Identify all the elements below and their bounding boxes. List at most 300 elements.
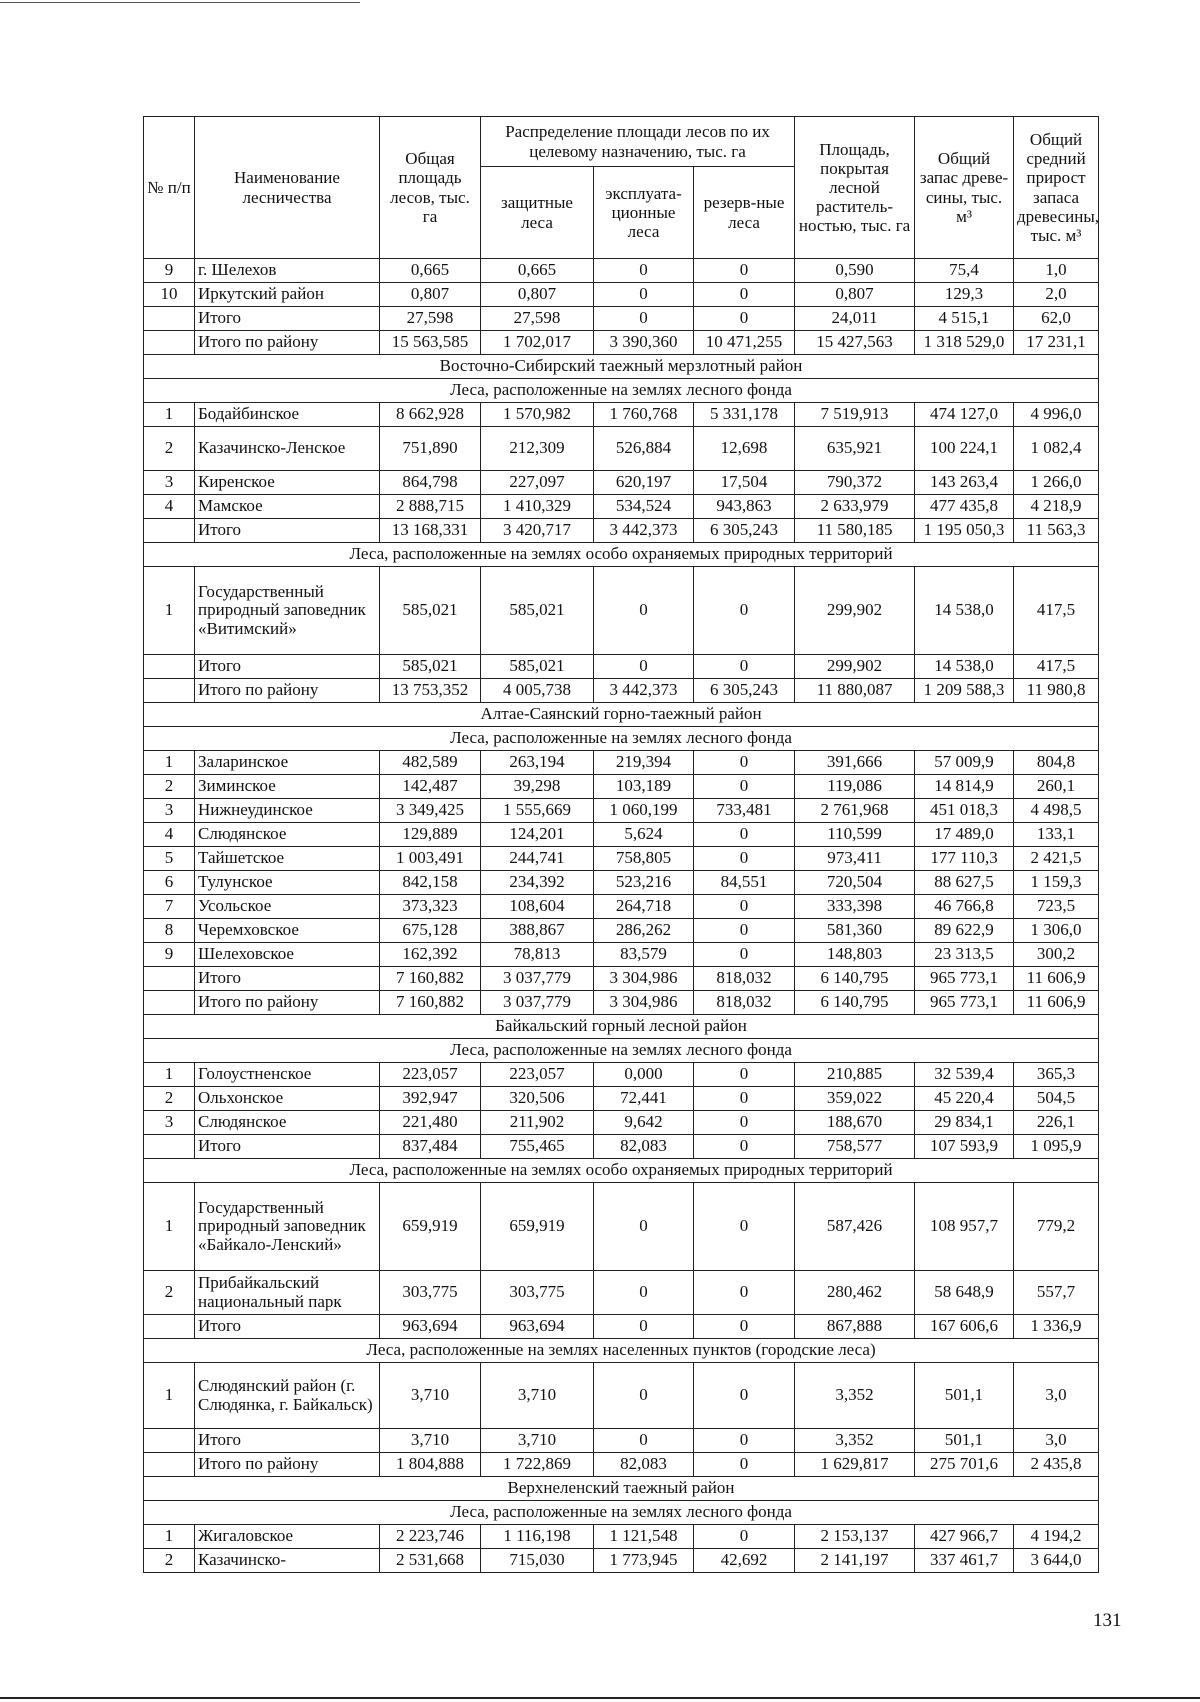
value-cell: 2 421,5 (1014, 847, 1099, 871)
value-cell: 234,392 (481, 871, 594, 895)
table-row (144, 919, 1099, 943)
forestry-name: Итого (195, 1429, 380, 1453)
value-cell: 221,480 (380, 1111, 481, 1135)
value-cell: 45 220,4 (915, 1087, 1014, 1111)
value-cell: 1 266,0 (1014, 471, 1099, 495)
value-cell: 0 (594, 1271, 694, 1315)
value-cell: 10 471,255 (694, 331, 795, 355)
value-cell: 451 018,3 (915, 799, 1014, 823)
table-row (144, 1315, 1099, 1339)
value-cell: 4 218,9 (1014, 495, 1099, 519)
value-cell: 1 116,198 (481, 1525, 594, 1549)
section-title: Леса, расположенные на землях лесного фонда (144, 379, 1099, 403)
value-cell: 83,579 (594, 943, 694, 967)
value-cell: 3 304,986 (594, 991, 694, 1015)
value-cell: 2 141,197 (795, 1549, 915, 1573)
value-cell: 227,097 (481, 471, 594, 495)
value-cell: 373,323 (380, 895, 481, 919)
table-row (144, 679, 1099, 703)
row-number (144, 1453, 195, 1477)
value-cell: 581,360 (795, 919, 915, 943)
value-cell: 0 (594, 567, 694, 655)
value-cell: 585,021 (481, 567, 594, 655)
table-row (144, 1271, 1099, 1315)
header-name: Наименование лесничества (195, 117, 380, 259)
section-row (144, 1039, 1099, 1063)
value-cell: 0 (594, 1183, 694, 1271)
value-cell: 210,885 (795, 1063, 915, 1087)
value-cell: 42,692 (694, 1549, 795, 1573)
value-cell: 0 (694, 1063, 795, 1087)
value-cell: 17 231,1 (1014, 331, 1099, 355)
value-cell: 212,309 (481, 427, 594, 471)
value-cell: 17 489,0 (915, 823, 1014, 847)
table-row (144, 871, 1099, 895)
value-cell: 1 095,9 (1014, 1135, 1099, 1159)
header-exploitation: эксплуата-ционные леса (594, 167, 694, 259)
value-cell: 7 160,882 (380, 991, 481, 1015)
value-cell: 0 (594, 1429, 694, 1453)
value-cell: 3,710 (481, 1363, 594, 1429)
table-row (144, 307, 1099, 331)
value-cell: 108 957,7 (915, 1183, 1014, 1271)
value-cell: 2 223,746 (380, 1525, 481, 1549)
value-cell: 12,698 (694, 427, 795, 471)
value-cell: 3 349,425 (380, 799, 481, 823)
value-cell: 837,484 (380, 1135, 481, 1159)
value-cell: 17,504 (694, 471, 795, 495)
value-cell: 143 263,4 (915, 471, 1014, 495)
table-row (144, 847, 1099, 871)
table-row (144, 427, 1099, 471)
row-number (144, 519, 195, 543)
value-cell: 0 (594, 655, 694, 679)
value-cell: 0,665 (481, 259, 594, 283)
section-row (144, 543, 1099, 567)
value-cell: 1 702,017 (481, 331, 594, 355)
value-cell: 3,0 (1014, 1429, 1099, 1453)
value-cell: 0 (694, 655, 795, 679)
table-row (144, 1549, 1099, 1573)
value-cell: 523,216 (594, 871, 694, 895)
forestry-name: Итого по району (195, 1453, 380, 1477)
section-row (144, 1501, 1099, 1525)
table-row (144, 519, 1099, 543)
table-row (144, 991, 1099, 1015)
value-cell: 804,8 (1014, 751, 1099, 775)
table-row (144, 403, 1099, 427)
table-row (144, 567, 1099, 655)
forestry-name: Иркутский район (195, 283, 380, 307)
row-number: 9 (144, 943, 195, 967)
value-cell: 1 318 529,0 (915, 331, 1014, 355)
value-cell: 3 442,373 (594, 679, 694, 703)
value-cell: 162,392 (380, 943, 481, 967)
value-cell: 300,2 (1014, 943, 1099, 967)
header-stock: Общий запас древе-сины, тыс. м³ (915, 117, 1014, 259)
table-row (144, 331, 1099, 355)
value-cell: 3,0 (1014, 1363, 1099, 1429)
value-cell: 0 (594, 1315, 694, 1339)
value-cell: 129,3 (915, 283, 1014, 307)
section-row (144, 1339, 1099, 1363)
forestry-name: Итого (195, 307, 380, 331)
value-cell: 100 224,1 (915, 427, 1014, 471)
value-cell: 264,718 (594, 895, 694, 919)
forestry-name: Итого (195, 519, 380, 543)
value-cell: 585,021 (481, 655, 594, 679)
value-cell: 3 304,986 (594, 967, 694, 991)
value-cell: 0 (694, 1135, 795, 1159)
value-cell: 526,884 (594, 427, 694, 471)
value-cell: 2 531,668 (380, 1549, 481, 1573)
value-cell: 0,665 (380, 259, 481, 283)
section-row (144, 1477, 1099, 1501)
value-cell: 3 390,360 (594, 331, 694, 355)
forestry-name: г. Шелехов (195, 259, 380, 283)
row-number: 5 (144, 847, 195, 871)
table-row (144, 1525, 1099, 1549)
value-cell: 1 629,817 (795, 1453, 915, 1477)
value-cell: 14 814,9 (915, 775, 1014, 799)
value-cell: 388,867 (481, 919, 594, 943)
value-cell: 1 410,329 (481, 495, 594, 519)
value-cell: 0 (694, 1525, 795, 1549)
table-row (144, 495, 1099, 519)
value-cell: 474 127,0 (915, 403, 1014, 427)
table-row (144, 1063, 1099, 1087)
value-cell: 2 633,979 (795, 495, 915, 519)
value-cell: 1 195 050,3 (915, 519, 1014, 543)
value-cell: 2 761,968 (795, 799, 915, 823)
table-row (144, 751, 1099, 775)
value-cell: 78,813 (481, 943, 594, 967)
value-cell: 6 305,243 (694, 679, 795, 703)
value-cell: 779,2 (1014, 1183, 1099, 1271)
forestry-name: Итого по району (195, 331, 380, 355)
table-row (144, 775, 1099, 799)
value-cell: 0 (694, 307, 795, 331)
forestry-name: Итого (195, 655, 380, 679)
section-row (144, 379, 1099, 403)
value-cell: 818,032 (694, 991, 795, 1015)
value-cell: 3,710 (481, 1429, 594, 1453)
row-number: 9 (144, 259, 195, 283)
value-cell: 587,426 (795, 1183, 915, 1271)
value-cell: 585,021 (380, 567, 481, 655)
value-cell: 0 (694, 1271, 795, 1315)
row-number: 1 (144, 751, 195, 775)
value-cell: 504,5 (1014, 1087, 1099, 1111)
value-cell: 75,4 (915, 259, 1014, 283)
forestry-name: Черемховское (195, 919, 380, 943)
value-cell: 39,298 (481, 775, 594, 799)
value-cell: 2 435,8 (1014, 1453, 1099, 1477)
section-title: Леса, расположенные на землях лесного фонда (144, 727, 1099, 751)
value-cell: 501,1 (915, 1429, 1014, 1453)
value-cell: 24,011 (795, 307, 915, 331)
table-body (144, 259, 1099, 1573)
table-row (144, 283, 1099, 307)
row-number: 8 (144, 919, 195, 943)
value-cell: 755,465 (481, 1135, 594, 1159)
value-cell: 0 (694, 919, 795, 943)
value-cell: 557,7 (1014, 1271, 1099, 1315)
row-number: 3 (144, 799, 195, 823)
value-cell: 3 644,0 (1014, 1549, 1099, 1573)
row-number: 1 (144, 1183, 195, 1271)
value-cell: 4 005,738 (481, 679, 594, 703)
value-cell: 864,798 (380, 471, 481, 495)
value-cell: 0 (694, 751, 795, 775)
value-cell: 188,670 (795, 1111, 915, 1135)
value-cell: 6 305,243 (694, 519, 795, 543)
value-cell: 11 606,9 (1014, 967, 1099, 991)
value-cell: 720,504 (795, 871, 915, 895)
value-cell: 1 082,4 (1014, 427, 1099, 471)
forestry-name: Киренское (195, 471, 380, 495)
forestry-name: Усольское (195, 895, 380, 919)
value-cell: 107 593,9 (915, 1135, 1014, 1159)
value-cell: 72,441 (594, 1087, 694, 1111)
value-cell: 3 037,779 (481, 967, 594, 991)
value-cell: 585,021 (380, 655, 481, 679)
value-cell: 6 140,795 (795, 967, 915, 991)
value-cell: 32 539,4 (915, 1063, 1014, 1087)
value-cell: 3 037,779 (481, 991, 594, 1015)
row-number: 1 (144, 567, 195, 655)
row-number: 1 (144, 1063, 195, 1087)
value-cell: 11 880,087 (795, 679, 915, 703)
value-cell: 659,919 (380, 1183, 481, 1271)
value-cell: 0 (694, 567, 795, 655)
value-cell: 119,086 (795, 775, 915, 799)
forestry-name: Государственный природный заповедник «Байкало-Ленский» (195, 1183, 380, 1271)
header-covered-area: Площадь, покрытая лесной раститель-ностью, тыс. га (795, 117, 915, 259)
value-cell: 6 140,795 (795, 991, 915, 1015)
value-cell: 963,694 (481, 1315, 594, 1339)
page-number: 131 (1093, 1610, 1122, 1631)
header-num: № п/п (144, 117, 195, 259)
value-cell: 27,598 (481, 307, 594, 331)
value-cell: 142,487 (380, 775, 481, 799)
value-cell: 11 606,9 (1014, 991, 1099, 1015)
value-cell: 0 (694, 283, 795, 307)
value-cell: 15 563,585 (380, 331, 481, 355)
value-cell: 108,604 (481, 895, 594, 919)
value-cell: 211,902 (481, 1111, 594, 1135)
forestry-name: Мамское (195, 495, 380, 519)
forestry-name: Слюдянское (195, 1111, 380, 1135)
value-cell: 219,394 (594, 751, 694, 775)
value-cell: 1 003,491 (380, 847, 481, 871)
forestry-name: Бодайбинское (195, 403, 380, 427)
value-cell: 275 701,6 (915, 1453, 1014, 1477)
value-cell: 0,590 (795, 259, 915, 283)
table-row (144, 1363, 1099, 1429)
section-title: Верхнеленский таежный район (144, 1477, 1099, 1501)
value-cell: 0,807 (481, 283, 594, 307)
value-cell: 148,803 (795, 943, 915, 967)
value-cell: 534,524 (594, 495, 694, 519)
value-cell: 1 336,9 (1014, 1315, 1099, 1339)
value-cell: 0 (594, 307, 694, 331)
value-cell: 3,710 (380, 1363, 481, 1429)
value-cell: 7 519,913 (795, 403, 915, 427)
value-cell: 299,902 (795, 655, 915, 679)
value-cell: 8 662,928 (380, 403, 481, 427)
value-cell: 1 121,548 (594, 1525, 694, 1549)
section-row (144, 1159, 1099, 1183)
value-cell: 427 966,7 (915, 1525, 1014, 1549)
value-cell: 260,1 (1014, 775, 1099, 799)
forestry-name: Итого (195, 1135, 380, 1159)
section-title: Восточно-Сибирский таежный мерзлотный район (144, 355, 1099, 379)
value-cell: 57 009,9 (915, 751, 1014, 775)
value-cell: 2 153,137 (795, 1525, 915, 1549)
value-cell: 0,807 (795, 283, 915, 307)
value-cell: 0 (694, 823, 795, 847)
value-cell: 27,598 (380, 307, 481, 331)
value-cell: 0 (594, 283, 694, 307)
value-cell: 82,083 (594, 1453, 694, 1477)
value-cell: 733,481 (694, 799, 795, 823)
section-row (144, 1015, 1099, 1039)
value-cell: 0 (694, 1315, 795, 1339)
row-number: 1 (144, 1525, 195, 1549)
table-row (144, 1135, 1099, 1159)
value-cell: 4 194,2 (1014, 1525, 1099, 1549)
value-cell: 1 209 588,3 (915, 679, 1014, 703)
header-reserve: резерв-ные леса (694, 167, 795, 259)
table-row (144, 1453, 1099, 1477)
value-cell: 110,599 (795, 823, 915, 847)
table-row (144, 1429, 1099, 1453)
value-cell: 13 168,331 (380, 519, 481, 543)
value-cell: 482,589 (380, 751, 481, 775)
value-cell: 303,775 (380, 1271, 481, 1315)
value-cell: 15 427,563 (795, 331, 915, 355)
value-cell: 226,1 (1014, 1111, 1099, 1135)
value-cell: 0 (694, 1183, 795, 1271)
forestry-name: Тулунское (195, 871, 380, 895)
value-cell: 1,0 (1014, 259, 1099, 283)
row-number: 2 (144, 1549, 195, 1573)
value-cell: 11 580,185 (795, 519, 915, 543)
row-number: 7 (144, 895, 195, 919)
value-cell: 167 606,6 (915, 1315, 1014, 1339)
section-title: Леса, расположенные на землях особо охраняемых природных территорий (144, 543, 1099, 567)
row-number (144, 991, 195, 1015)
value-cell: 0 (694, 775, 795, 799)
value-cell: 0 (694, 1453, 795, 1477)
section-title: Леса, расположенные на землях лесного фонда (144, 1501, 1099, 1525)
value-cell: 14 538,0 (915, 655, 1014, 679)
value-cell: 84,551 (694, 871, 795, 895)
table-row (144, 1087, 1099, 1111)
table-row (144, 895, 1099, 919)
value-cell: 0 (594, 259, 694, 283)
table-row (144, 823, 1099, 847)
value-cell: 124,201 (481, 823, 594, 847)
value-cell: 392,947 (380, 1087, 481, 1111)
value-cell: 842,158 (380, 871, 481, 895)
section-row (144, 703, 1099, 727)
forestry-name: Ольхонское (195, 1087, 380, 1111)
value-cell: 0 (694, 943, 795, 967)
row-number: 1 (144, 1363, 195, 1429)
table-row (144, 1183, 1099, 1271)
row-number (144, 1135, 195, 1159)
value-cell: 0 (694, 1111, 795, 1135)
value-cell: 0 (694, 895, 795, 919)
value-cell: 723,5 (1014, 895, 1099, 919)
forestry-name: Прибайкальский национальный парк (195, 1271, 380, 1315)
value-cell: 3 420,717 (481, 519, 594, 543)
value-cell: 501,1 (915, 1363, 1014, 1429)
forest-table-container (143, 116, 1098, 1573)
value-cell: 758,577 (795, 1135, 915, 1159)
scan-top-line (0, 2, 360, 3)
value-cell: 129,889 (380, 823, 481, 847)
value-cell: 11 980,8 (1014, 679, 1099, 703)
forestry-name: Нижнеудинское (195, 799, 380, 823)
forestry-name: Тайшетское (195, 847, 380, 871)
value-cell: 965 773,1 (915, 967, 1014, 991)
forestry-name: Заларинское (195, 751, 380, 775)
value-cell: 0 (694, 1087, 795, 1111)
header-protective: защитные леса (481, 167, 594, 259)
value-cell: 0 (694, 1429, 795, 1453)
row-number: 2 (144, 775, 195, 799)
row-number: 3 (144, 471, 195, 495)
section-title: Байкальский горный лесной район (144, 1015, 1099, 1039)
value-cell: 89 622,9 (915, 919, 1014, 943)
value-cell: 790,372 (795, 471, 915, 495)
value-cell: 13 753,352 (380, 679, 481, 703)
value-cell: 417,5 (1014, 655, 1099, 679)
row-number (144, 967, 195, 991)
section-row (144, 355, 1099, 379)
value-cell: 0,807 (380, 283, 481, 307)
row-number: 4 (144, 495, 195, 519)
forestry-name: Казачинско- (195, 1549, 380, 1573)
value-cell: 333,398 (795, 895, 915, 919)
value-cell: 417,5 (1014, 567, 1099, 655)
forestry-name: Жигаловское (195, 1525, 380, 1549)
table-row (144, 471, 1099, 495)
value-cell: 4 996,0 (1014, 403, 1099, 427)
row-number: 1 (144, 403, 195, 427)
forestry-name: Итого (195, 1315, 380, 1339)
value-cell: 0,000 (594, 1063, 694, 1087)
forestry-name: Государственный природный заповедник «Витимский» (195, 567, 380, 655)
value-cell: 965 773,1 (915, 991, 1014, 1015)
forestry-name: Казачинско-Ленское (195, 427, 380, 471)
value-cell: 359,022 (795, 1087, 915, 1111)
forestry-name: Шелеховское (195, 943, 380, 967)
value-cell: 675,128 (380, 919, 481, 943)
table-row (144, 1111, 1099, 1135)
section-title: Леса, расположенные на землях населенных пунктов (городские леса) (144, 1339, 1099, 1363)
value-cell: 0 (694, 1363, 795, 1429)
value-cell: 280,462 (795, 1271, 915, 1315)
row-number (144, 1429, 195, 1453)
value-cell: 320,506 (481, 1087, 594, 1111)
value-cell: 758,805 (594, 847, 694, 871)
table-row (144, 967, 1099, 991)
value-cell: 1 555,669 (481, 799, 594, 823)
